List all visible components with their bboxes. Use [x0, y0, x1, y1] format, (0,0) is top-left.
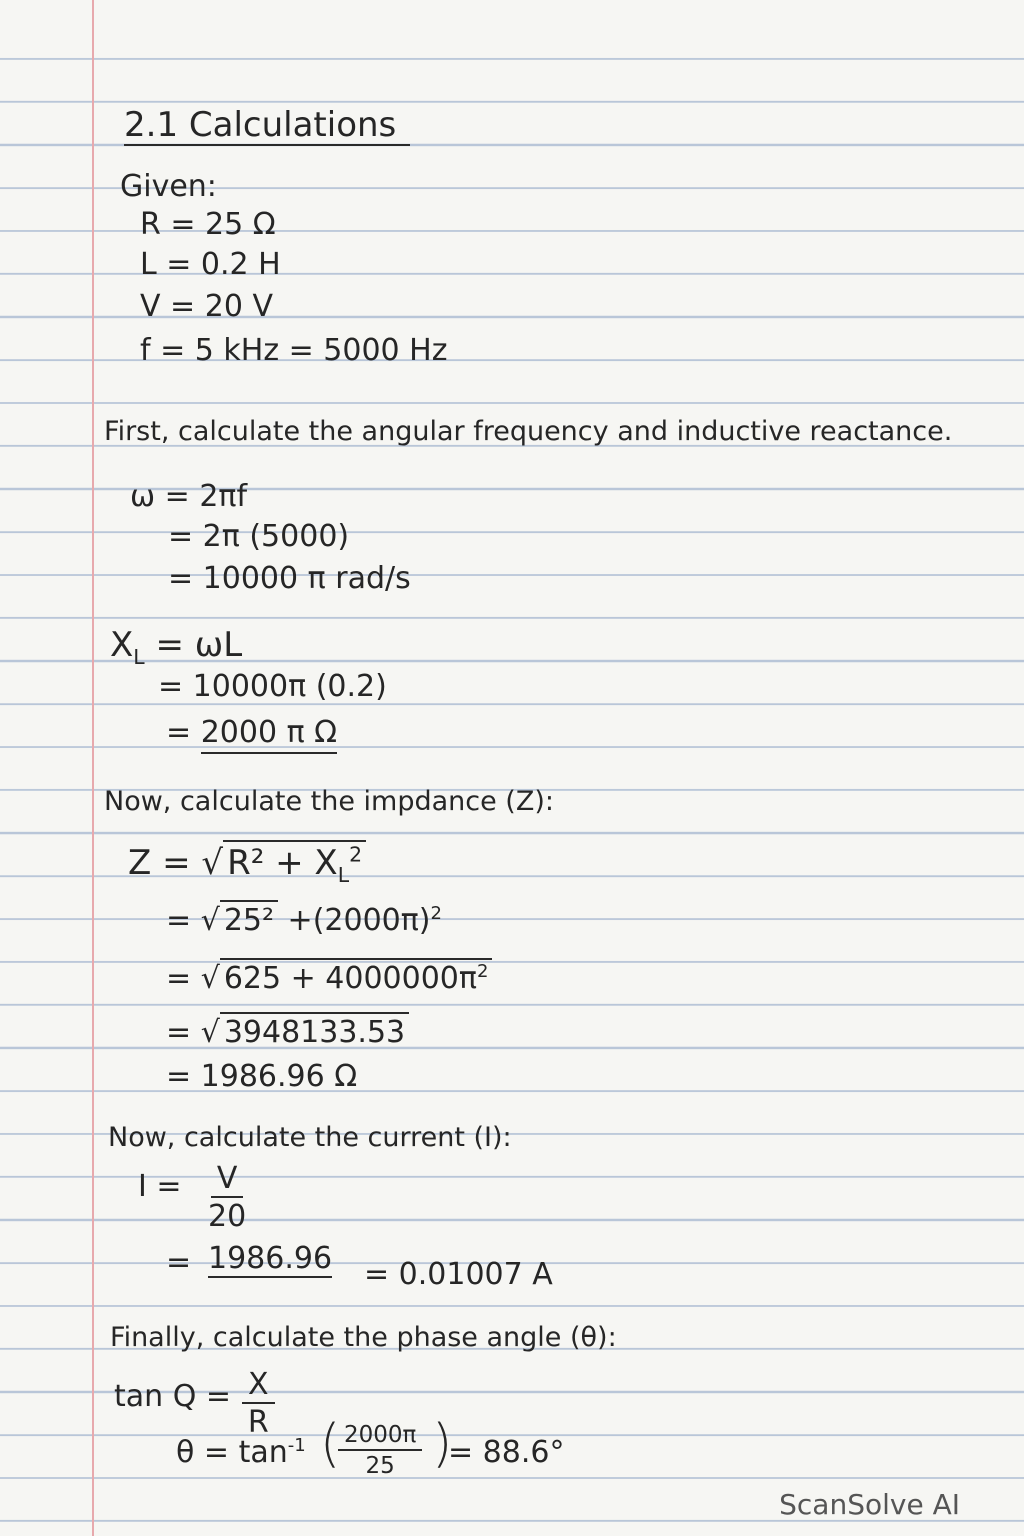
xl-definition: = ωL: [144, 625, 243, 665]
impedance-intro: Now, calculate the impdance (Z):: [104, 786, 554, 817]
theta-fraction-den: 25: [365, 1453, 395, 1479]
impedance-line-2-rest: +(2000π): [278, 903, 431, 938]
omega-line-1: ω = 2πf: [130, 479, 248, 514]
current-fraction-1: [208, 1161, 247, 1234]
theta-tan: θ = tan: [176, 1435, 288, 1470]
left-paren-icon: (: [320, 1414, 341, 1474]
impedance-radicand-1: [223, 840, 366, 887]
omega-line-3: = 10000 π rad/s: [168, 561, 411, 596]
current-lhs: I =: [138, 1169, 182, 1204]
impedance-line-4: [166, 1012, 409, 1048]
sqrt-icon: √: [200, 903, 220, 938]
tan-lhs: tan Q =: [114, 1379, 231, 1414]
notebook-margin-line: [92, 0, 94, 1536]
impedance-line-2: [166, 900, 442, 936]
impedance-line-2-sup: 2: [430, 903, 442, 924]
omega-line-2: = 2π (5000): [168, 519, 350, 554]
impedance-line-4-eq: =: [166, 1015, 201, 1050]
impedance-radicand-2: 25²: [220, 900, 278, 936]
theta-fraction-num: 2000π: [338, 1424, 422, 1451]
given-label: Given:: [120, 169, 217, 204]
current-intro: Now, calculate the current (I):: [108, 1122, 512, 1153]
impedance-line-3: [166, 958, 492, 994]
sqrt-icon: √: [200, 1015, 220, 1050]
right-paren-icon: ): [432, 1414, 453, 1474]
impedance-result: = 1986.96 Ω: [166, 1059, 358, 1094]
impedance-radicand-1-sub: L: [337, 862, 350, 887]
tan-fraction-den: R: [247, 1405, 269, 1440]
phase-intro: Finally, calculate the phase angle (θ):: [110, 1322, 617, 1353]
given-frequency: f = 5 kHz = 5000 Hz: [140, 333, 448, 368]
theta-lhs: [176, 1435, 306, 1470]
theta-fraction: [338, 1424, 422, 1478]
impedance-radicand-1-sup: 2: [349, 842, 363, 867]
impedance-radicand-3: [220, 958, 493, 994]
given-voltage: V = 20 V: [140, 289, 273, 324]
impedance-line-2-eq: =: [166, 903, 201, 938]
brand-watermark: ScanSolve AI: [779, 1488, 960, 1521]
xl-result: 2000 π Ω: [201, 715, 337, 754]
tan-fraction: [242, 1367, 275, 1440]
omega-intro: First, calculate the angular frequency and inductive reactance.: [104, 416, 953, 447]
impedance-line-3-eq: =: [166, 961, 201, 996]
impedance-radicand-1-text: R² + X: [227, 843, 338, 883]
current-result: = 0.01007 A: [364, 1257, 553, 1292]
impedance-lhs: Z =: [128, 843, 202, 883]
theta-result: = 88.6°: [448, 1435, 565, 1470]
section-title: 2.1 Calculations: [124, 108, 410, 146]
current-fraction-2-num: 1986.96: [208, 1241, 333, 1276]
sqrt-icon: √: [200, 961, 220, 996]
impedance-radicand-3-sup: 2: [476, 961, 489, 982]
xl-eq-sign: =: [166, 715, 201, 750]
theta-inverse: -1: [287, 1435, 306, 1456]
current-fraction-1-num: V: [211, 1164, 244, 1198]
xl-line-3: [166, 715, 338, 750]
current-eq-sign: =: [166, 1245, 192, 1280]
sqrt-icon: √: [201, 843, 224, 883]
xl-symbol: X: [110, 625, 134, 665]
current-fraction-1-den: 20: [208, 1199, 247, 1234]
impedance-radicand-4: 3948133.53: [220, 1012, 409, 1048]
given-resistance: R = 25 Ω: [140, 207, 276, 242]
xl-line-1: [110, 625, 243, 669]
xl-subscript: L: [133, 644, 145, 669]
impedance-line-1: [128, 840, 366, 887]
given-inductance: L = 0.2 H: [140, 247, 281, 282]
xl-line-2: = 10000π (0.2): [158, 669, 387, 704]
impedance-radicand-3-text: 625 + 4000000π: [223, 961, 477, 996]
tan-fraction-num: X: [242, 1370, 275, 1404]
